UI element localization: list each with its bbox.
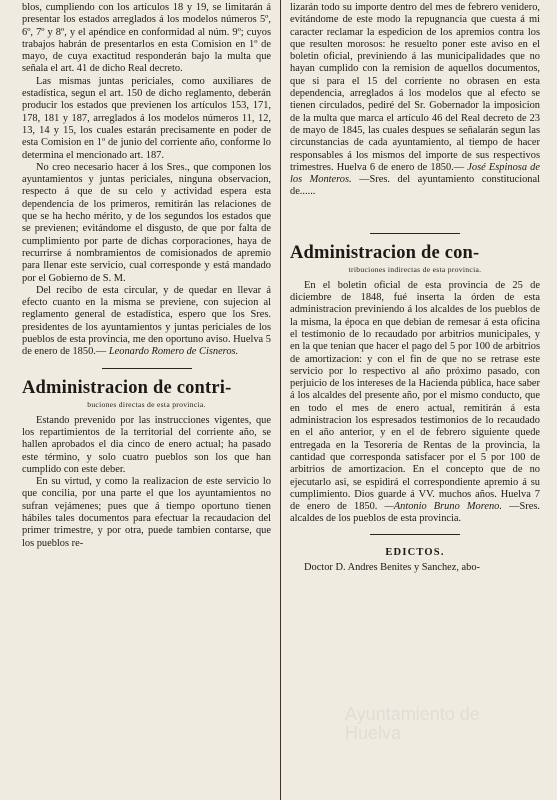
closing-alcaldes: —Sres. alcaldes de los pueblos de esta provincia. (290, 501, 540, 525)
signature-espinosa: José Espinosa de los Monteros. (290, 161, 540, 186)
subheading-indirect-taxes: tribuciones indirectas de esta provincia. (348, 264, 482, 274)
heading-direct-taxes: Administracion de contri- (22, 377, 232, 398)
left-paragraph-1: blos, cumpliendo con los artículos 18 y 19, se limitarán á presentar los estados arreglados á los modelos números 5º, 6º, 7º y 8º, y el apéndice en conformidad al núm. 9º; cuyos trabajos habrán de presentarlos en esta Comision en 1º de mayo, de cuya exactitud responderán bajo la multa que señala el art. 41 de dicho Real decreto. (22, 2, 271, 75)
left-column (22, 0, 271, 550)
closing-ayuntamiento: —Sres. del ayuntamiento constitucional de...... (290, 174, 540, 198)
right-paragraph-1-text: lizarán todo su importe dentro del mes de febrero venidero, evitándome de este modo la repugnancia que cuesta á mi caracter reclamar la espedicion de los apremios contra los que resulten morosos: he resuelto poner este aviso en el boletin oficial, previniendo á las municipalidades que no hayan cumplido con la remision de aquellos documentos, que si para el 15 del corriente no obrasen en esta dependencia, arreglados á los modelos que al efecto se tienen circulados, pediré del Sr. Gobernador la imposicion de la multa que marca el artículo 46 del Real decreto de 23 de mayo de 1845, las cuales despues se señalarán segun las circunstancias de cada ayuntamiento, al tiempo de hacer responsables á los mismos del importe de sus respectivos trimestres. Huelva 6 de enero de 1850.— (290, 2, 540, 173)
left-paragraph-3: No creo necesario hacer á los Sres., que componen los ayuntamientos y juntas periciales, ninguna observacion, respecto á que de su celo y actividad espera esta dependencia de los primeros, remitirán las relaciones de que se ha hecho mérito, y de los segundos los estados que se previenen; evitándome el disgusto, de que por falta de cumplimiento por parte de dichas corporaciones, haya de recurrirse á nombramientos de comisionados de apremio para llenar este servicio, cual corresponde y está mandado por el Gobierno de S. M. (22, 161, 271, 284)
subheading-direct-taxes: buciones directas de esta provincia. (87, 399, 206, 409)
right-paragraph-2 (290, 280, 540, 526)
section-divider (370, 534, 460, 535)
archive-watermark: Ayuntamiento de Huelva (345, 704, 480, 743)
signature-moreno: —Antonio Bruno Moreno. (384, 501, 502, 513)
signature-romero: Leonardo Romero de Cisneros. (108, 346, 239, 358)
right-paragraph-1 (290, 2, 540, 199)
left-paragraph-2: Las mismas juntas periciales, como auxiliares de estadística, segun el art. 150 de dicho reglamento, deberán producir los estados que previenen los artículos 153, 171, 178, 181 y 187, arreglados á los modelos números 11, 12, 13, 14 y 15, los cuales estarán precisamente en poder de esta Comision en 1º de junio del corriente año, conforme lo determina el mencionado art. 187. (22, 75, 271, 161)
column-rule (280, 0, 282, 800)
right-column (290, 0, 540, 574)
left-paragraph-4 (22, 285, 271, 359)
edict-first-line: Doctor D. Andres Benites y Sanchez, abo- (304, 561, 481, 573)
left-paragraph-5: Estando prevenido por las instrucciones vigentes, que los repartimientos de la territorial del corriente año, se hallen aprobados el dia cinco de enero actual; ha pasado este término, y solo cuatro pueblos son los que han cumplido con este deber. (22, 414, 271, 475)
right-paragraph-2-text: En el boletin oficial de esta provincia de 25 de diciembre de 1848, fué inserta la órden de esta administracion previniendo á los alcaldes de los pueblos de la misma, la época en que debian de remesar á esta oficina el testimonio de lo recaudado por arbitrios municipales, y en la que tenian que hacer el pago del 5 por 100 de arbitrios de amortizacion: y con el fin de que no se retrase este servicio por lo respectivo al año próximo pasado, con perjuicio de los intereses de la Hacienda pública, hace saber á los alcaldes del presente año, por el mismo conducto, que en todo el mes de enero actual, remitirán á esta administracion los espresados testimonios de lo recaudado en el año anterior, y en el de febrero siguiente quede entregada en la Tesorería de Rentas de la provincia, la cantidad que corresponda satisfacer por el 5 por 100 de arbitrios de amortizacion. En el concepto que de no ejecutarlo asi, se espidirá el correspondiente apremio á su cumplimiento. Dios guarde á VV. muchos años. Huelva 7 de enero de 1850. (290, 279, 540, 513)
heading-edictos: EDICTOS. (385, 546, 445, 558)
left-paragraph-6: En su virtud, y como la realizacion de este servicio lo que concilia, por una parte el que los ayuntamientos no sufran vejámenes; pues que á tiempo oportuno tienen hábiles tales documentos para efectuar la recaudacion del primer trimestre, y por otra, puede tambien contarse, que los pueblos re- (22, 476, 271, 549)
section-divider (102, 368, 192, 369)
section-divider (370, 233, 460, 234)
heading-indirect-taxes: Administracion de con- (290, 242, 480, 263)
left-paragraph-4-text: Del recibo de esta circular, y de quedar en llevar á efecto cuanto en la misma se previene, con sujecion al reglamento general de estadística, espero que los Sres. presidentes de los ayuntamientos y juntas periciales de los pueblos de esta provincia, me den oportuno aviso. Huelva 5 de enero de 1850.— (22, 284, 271, 358)
